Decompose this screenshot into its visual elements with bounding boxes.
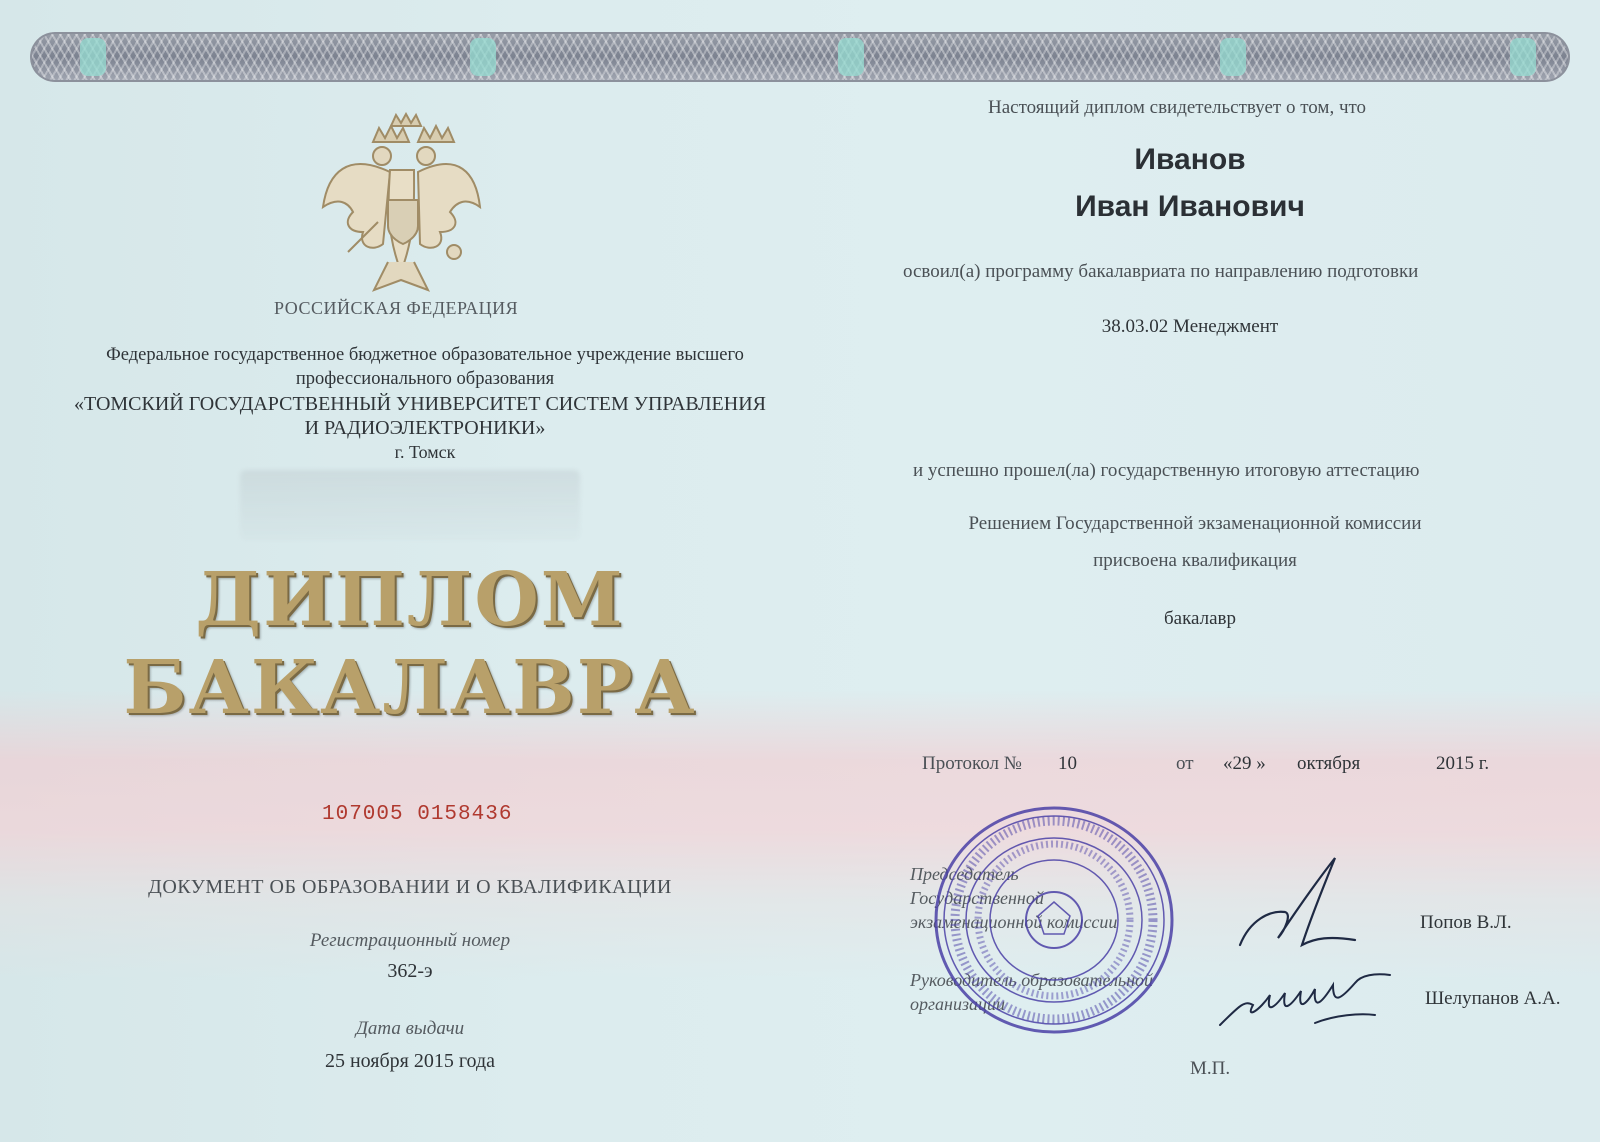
coat-of-arms-icon (318, 112, 484, 297)
protocol-number: 10 (1058, 753, 1077, 774)
decision-line-2: присвоена квалификация (1093, 550, 1297, 571)
chair-title-line-2: Государственной (910, 888, 1044, 908)
diploma-title-line-2: БАКАЛАВРА (123, 645, 697, 731)
official-seal-icon (930, 800, 1178, 1040)
chair-title-line-1: Председатель (910, 864, 1019, 884)
watermark (240, 470, 580, 540)
chair-name: Попов В.Л. (1420, 912, 1512, 933)
protocol-label: Протокол № (922, 753, 1022, 774)
attestation-text: и успешно прошел(ла) государственную итоговую аттестацию (913, 460, 1420, 481)
graduate-surname: Иванов (1134, 143, 1246, 176)
chair-signature-icon (1230, 850, 1370, 960)
document-type: ДОКУМЕНТ ОБ ОБРАЗОВАНИИ И О КВАЛИФИКАЦИИ (148, 876, 672, 898)
issue-date: 25 ноября 2015 года (324, 1050, 496, 1072)
head-title-line-2: организации (910, 994, 1005, 1014)
protocol-year: 2015 г. (1436, 753, 1490, 774)
diploma-serial-number: 107005 0158436 (322, 803, 513, 826)
qualification: бакалавр (1163, 608, 1237, 629)
band-ornament (838, 38, 864, 76)
head-title-line-1: Руководитель образовательной (910, 970, 1154, 990)
decision-line-1: Решением Государственной экзаменационной комиссии (968, 513, 1422, 534)
head-signature-icon (1215, 965, 1395, 1035)
seal-place-label: М.П. (1190, 1058, 1231, 1079)
institution-line-1: Федеральное государственное бюджетное образовательное учреждение высшего (106, 345, 744, 365)
band-ornament (80, 38, 106, 76)
certificate-intro: Настоящий диплом свидетельствует о том, что (988, 97, 1367, 118)
diploma-title-line-1: ДИПЛОМ (195, 557, 625, 643)
program-name: 38.03.02 Менеджмент (1101, 316, 1279, 337)
institution-city: г. Томск (394, 442, 456, 462)
guilloche-border (30, 32, 1570, 82)
protocol-day: «29 » (1223, 753, 1266, 774)
graduate-name: Иван Иванович (1075, 190, 1305, 223)
band-ornament (1220, 38, 1246, 76)
head-name: Шелупанов А.А. (1425, 988, 1561, 1009)
band-ornament (1510, 38, 1536, 76)
program-text: освоил(а) программу бакалавриата по направлению подготовки (903, 261, 1419, 282)
country-name: РОССИЙСКАЯ ФЕДЕРАЦИЯ (274, 298, 519, 318)
institution-line-4: И РАДИОЭЛЕКТРОНИКИ» (304, 417, 546, 439)
protocol-from: от (1176, 753, 1194, 774)
registration-label: Регистрационный номер (309, 930, 511, 951)
band-ornament (470, 38, 496, 76)
institution-line-2: профессионального образования (295, 369, 555, 389)
institution-line-3: «ТОМСКИЙ ГОСУДАРСТВЕННЫЙ УНИВЕРСИТЕТ СИСТЕМ УПРАВЛЕНИЯ (74, 393, 766, 415)
protocol-month: октября (1297, 753, 1361, 774)
chair-title-line-3: экзаменационной комиссии (910, 912, 1118, 932)
registration-number: 362-э (387, 960, 433, 982)
issue-date-label: Дата выдачи (355, 1018, 465, 1039)
